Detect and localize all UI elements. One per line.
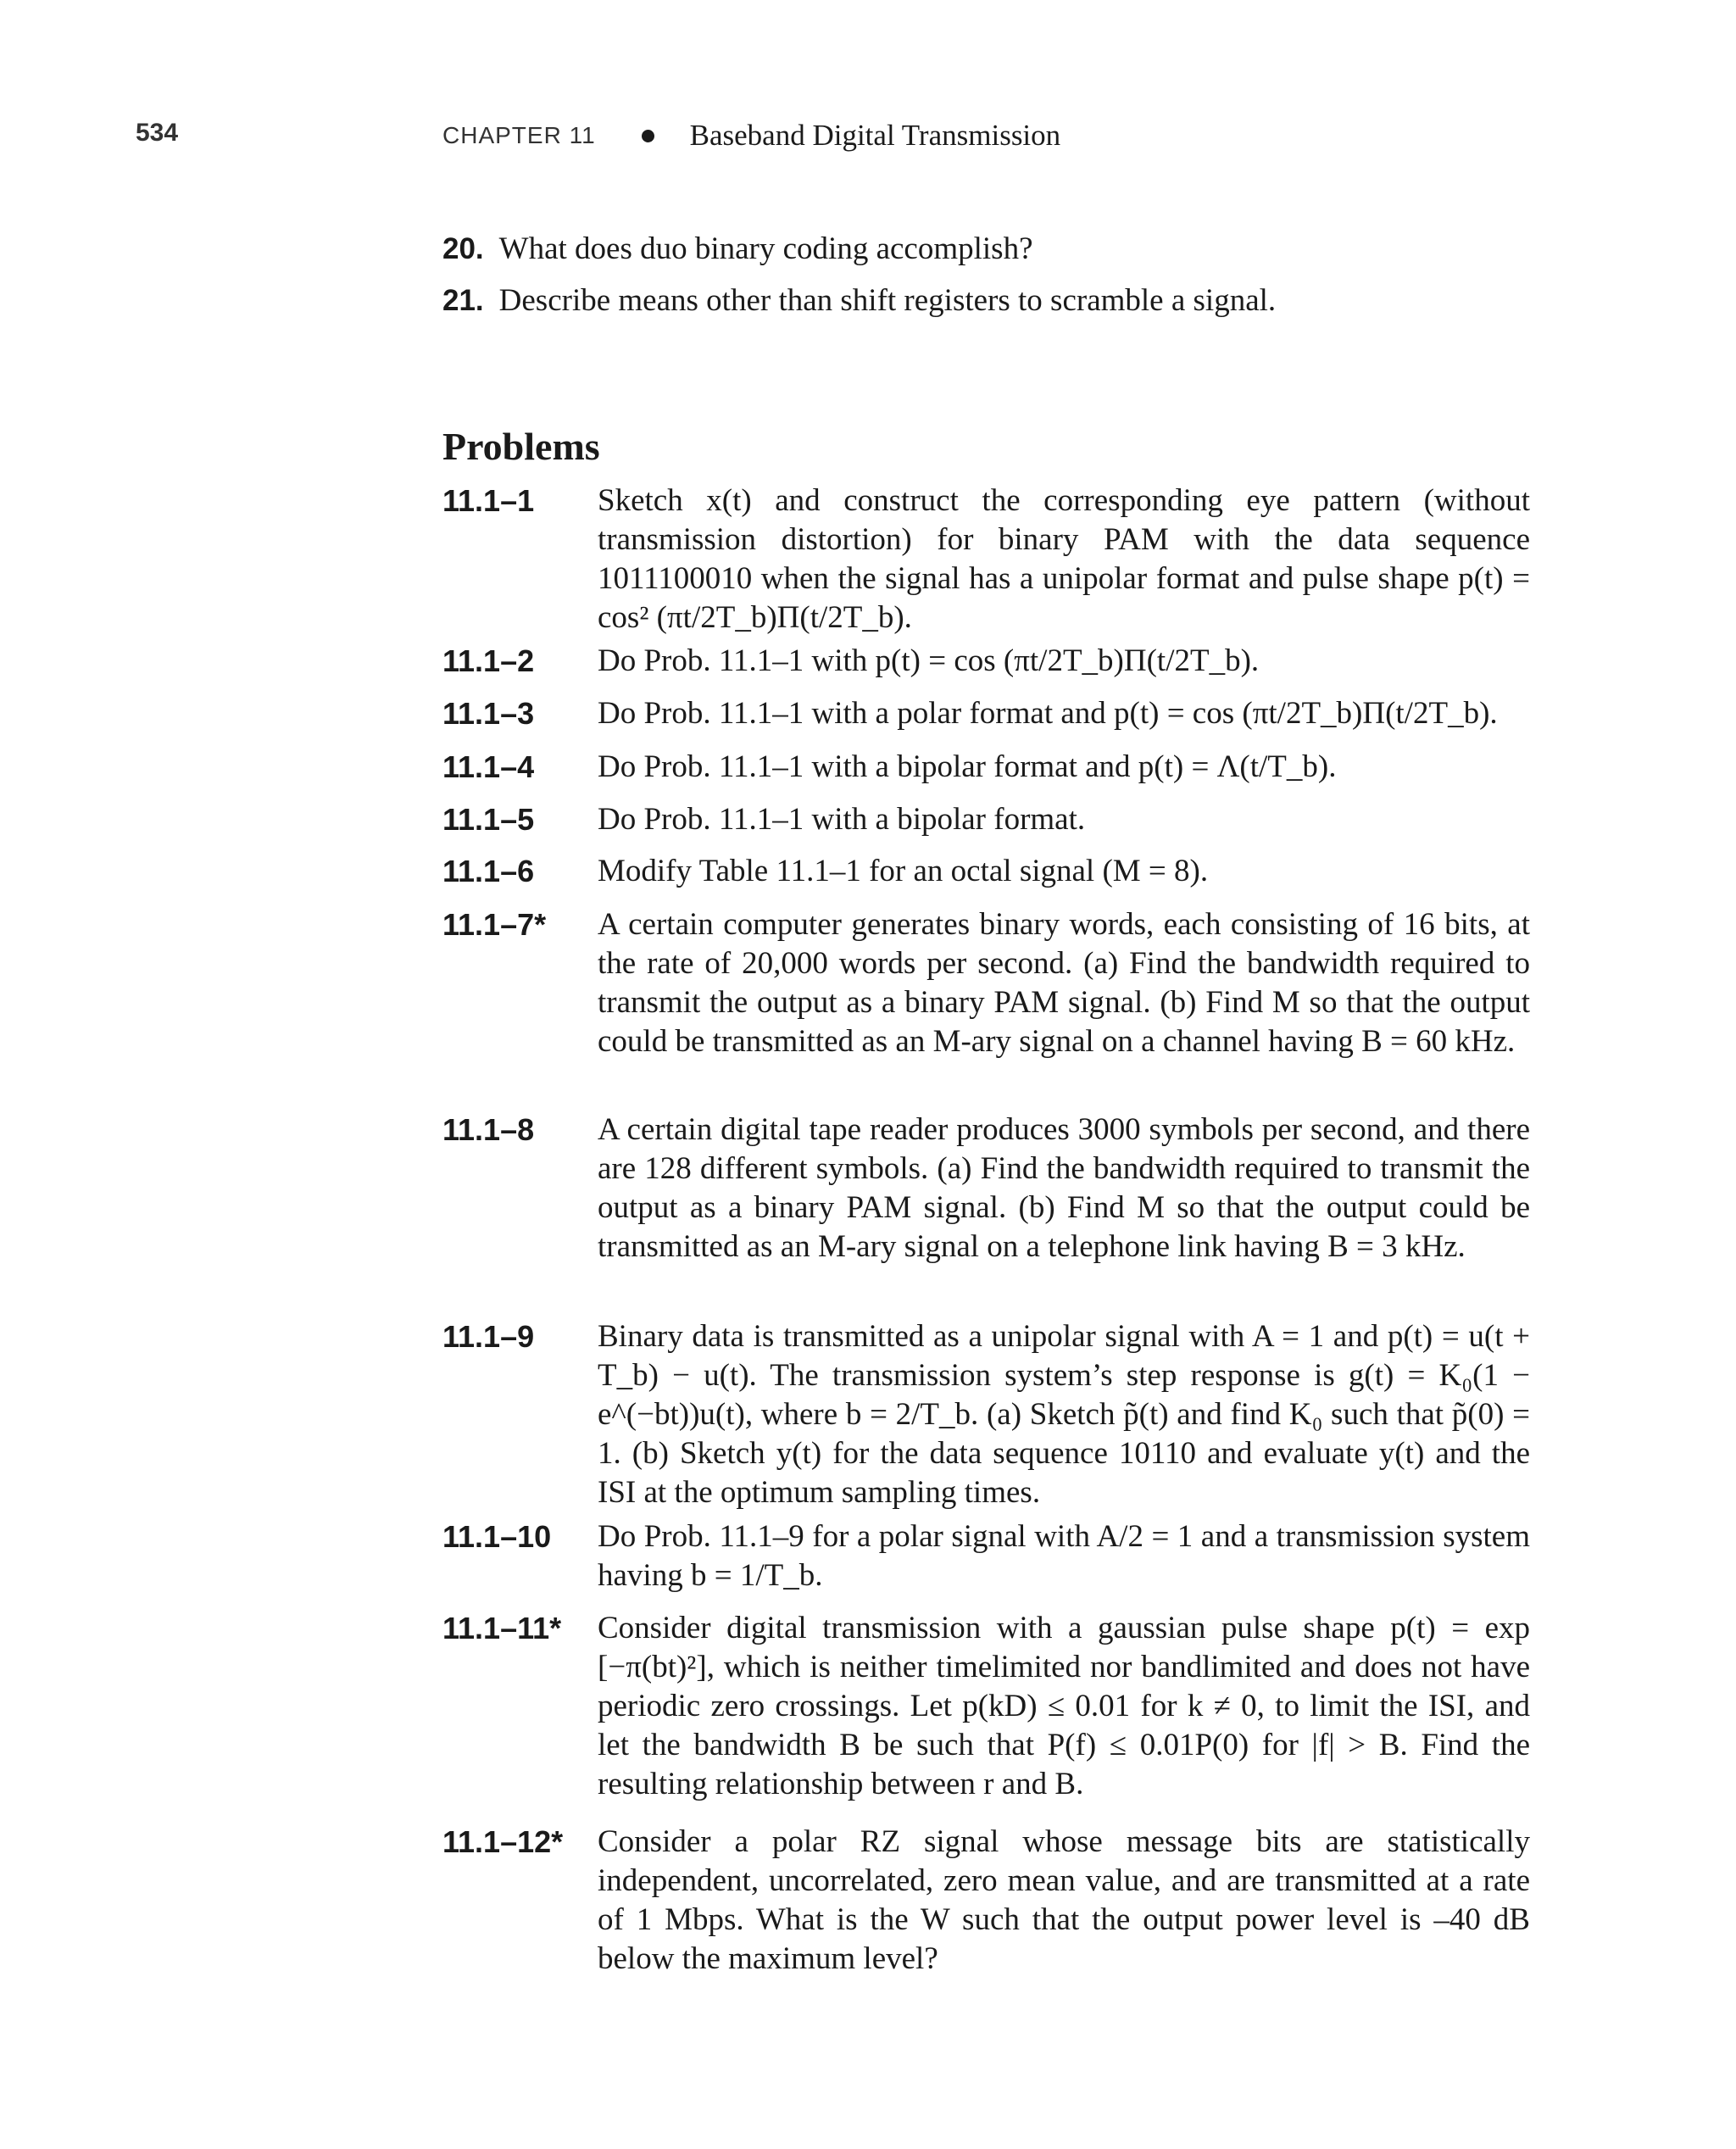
problem-text: Consider digital transmission with a gaussian pulse shape p(t) = exp [−π(bt)²], which is neither timelimited nor bandlimited and does not have periodic zero crossings. Let p(kD) ≤ 0.01 for k ≠ 0, to limit the ISI, and let the bandwidth B be such that P(f) ≤ 0.01P(0) for |f| > B. Find the resulting relationship between r and B. [598,1611,1530,1801]
problem-item [442,852,1532,891]
problem-item [442,1517,1532,1595]
problem-number: 11.1–3 [442,696,535,731]
problem-text: A certain computer generates binary words, each consisting of 16 bits, at the rate of 20,000 words per second. (a) Find the bandwidth required to transmit the output as a binary PAM signal. (b) Find M so that the output could be transmitted as an M-ary signal on a channel having B = 60 kHz. [598,907,1530,1059]
problem-text: Do Prob. 11.1–1 with a bipolar format and p(t) = Λ(t/T_b). [598,749,1337,784]
problem-number: 11.1–11* [442,1611,562,1645]
problem-text: Do Prob. 11.1–1 with a bipolar format. [598,802,1086,837]
problem-item [442,482,1532,637]
problem-text: Do Prob. 11.1–1 with a polar format and p(t) = cos (πt/2T_b)Π(t/2T_b). [598,696,1498,731]
problem-number: 11.1–2 [442,643,535,678]
problem-number: 11.1–9 [442,1319,535,1354]
problem-text: Do Prob. 11.1–1 with p(t) = cos (πt/2T_b)Π(t/2T_b). [598,643,1260,678]
problem-item [442,1111,1532,1267]
question-text: Describe means other than shift registers to scramble a signal. [498,283,1277,318]
problem-number: 11.1–10 [442,1519,552,1554]
problem-item [442,1609,1532,1804]
problem-text: Sketch x(t) and construct the corresponding eye pattern (without transmission distortion) for binary PAM with the data sequence 1011100010 when the signal has a unipolar format and pulse shape p(t) = cos² (πt/2T_b)Π(t/2T_b). [598,483,1530,635]
problem-item [442,694,1532,733]
question-number: 20. [442,232,484,265]
problem-item [442,642,1532,681]
running-head [442,119,1060,153]
problem-text: Consider a polar RZ signal whose message bits are statistically independent, uncorrelated, zero mean value, and are transmitted at a rate of 1 Mbps. What is the W such that the output power level is –40 dB below the maximum level? [598,1824,1530,1976]
page-number: 534 [136,119,179,147]
question-text: What does duo binary coding accomplish? [498,231,1033,266]
problem-number: 11.1–12* [442,1824,564,1859]
problem-text: Do Prob. 11.1–9 for a polar signal with A/2 = 1 and a transmission system having b = 1/T_b. [598,1519,1530,1593]
problem-text: Binary data is transmitted as a unipolar signal with A = 1 and p(t) = u(t + T_b) − u(t). The transmission system’s step response is g(t) = K₀(1 − e^(−bt))u(t), where b = 2/T_b. (a) Sketch p̃(t) and find K₀ such that p̃(0) = 1. (b) Sketch y(t) for the data sequence 10110 and evaluate y(t) and the ISI at the optimum sampling times. [598,1319,1530,1510]
problem-number: 11.1–8 [442,1112,535,1147]
problem-number: 11.1–4 [442,749,535,784]
problem-text: A certain digital tape reader produces 3000 symbols per second, and there are 128 different symbols. (a) Find the bandwidth required to transmit the output as a binary PAM signal. (b) Find M so that the output could be transmitted as an M-ary signal on a telephone link having B = 3 kHz. [598,1112,1530,1264]
problem-number: 11.1–1 [442,483,535,518]
section-heading: Problems [442,425,600,468]
problem-text: Modify Table 11.1–1 for an octal signal (M = 8). [598,854,1209,888]
problem-item [442,800,1532,839]
chapter-label: CHAPTER 11 [442,122,596,148]
problem-item [442,1317,1532,1512]
problem-number: 11.1–5 [442,802,535,837]
problem-item [442,905,1532,1061]
problem-item [442,1823,1532,1979]
chapter-title: Baseband Digital Transmission [689,119,1061,152]
question-number: 21. [442,284,484,317]
problem-number: 11.1–7* [442,907,547,942]
problem-item [442,748,1532,787]
problem-number: 11.1–6 [442,854,535,888]
review-question [442,231,1033,267]
bullet-icon [642,130,654,142]
review-question [442,282,1276,319]
